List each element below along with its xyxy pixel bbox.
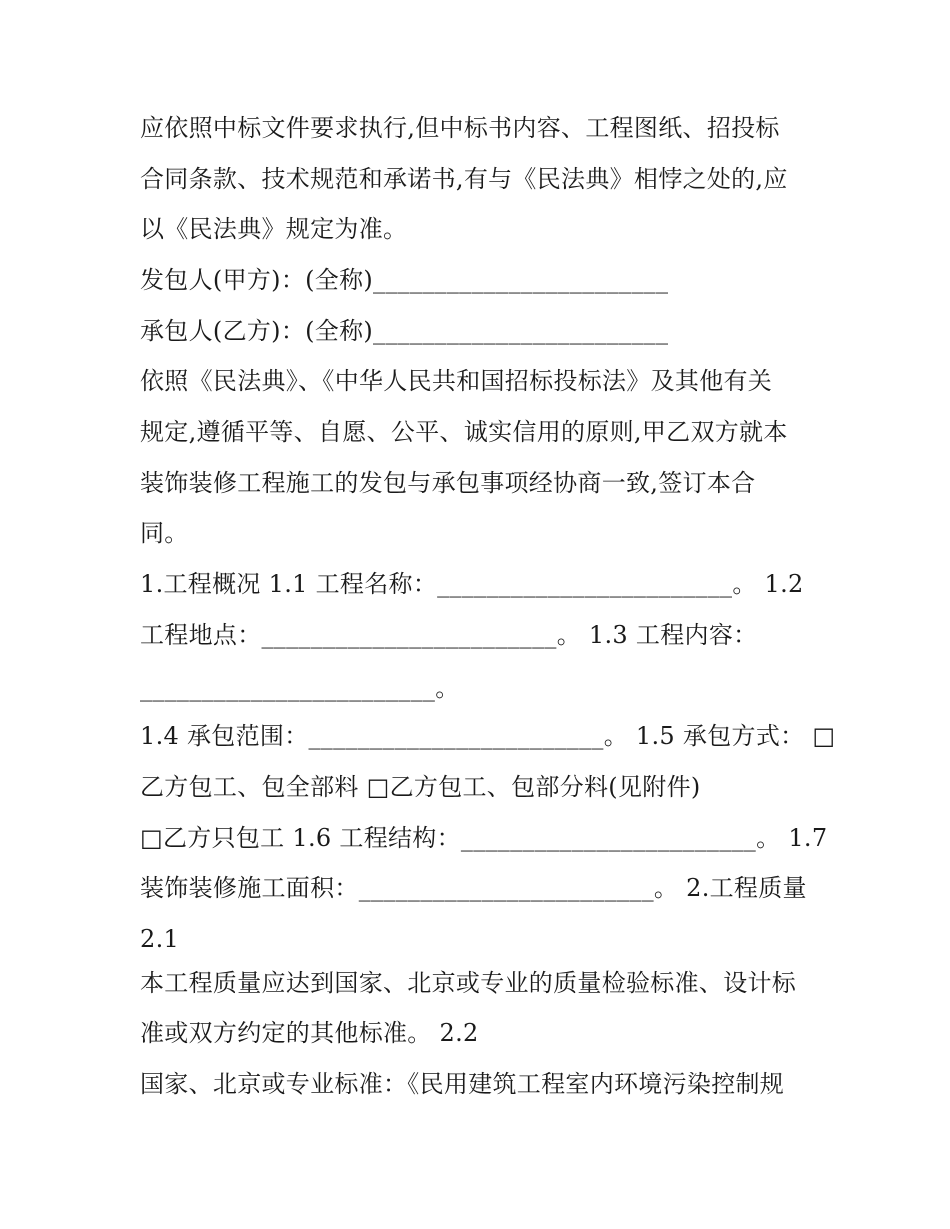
text-line-7: 规定,遵循平等、自愿、公平、诚实信用的原则,甲乙双方就本: [140, 418, 788, 446]
construction-area-line: 装饰装修施工面积：________________________。 2.工程质量: [140, 874, 807, 902]
quality-standard-line-2: 准或双方约定的其他标准。 2.2: [140, 1019, 479, 1047]
employer-line: 发包人(甲方)：(全称)________________________: [140, 266, 669, 294]
project-content-blank: ________________________。: [140, 674, 460, 702]
project-overview-line: 1.工程概况 1.1 工程名称：________________________。 1.2: [140, 570, 804, 598]
project-structure-line: □乙方只包工 1.6 工程结构：________________________。 1.7: [140, 824, 828, 852]
text-line-2: 合同条款、技术规范和承诺书,有与《民法典》相悖之处的,应: [140, 165, 788, 193]
section-2-1-number: 2.1: [140, 925, 180, 953]
text-line-1: 应依照中标文件要求执行,但中标书内容、工程图纸、招投标: [140, 114, 780, 142]
text-line-3: 以《民法典》规定为准。: [140, 215, 408, 243]
quality-standard-line-1: 本工程质量应达到国家、北京或专业的质量检验标准、设计标: [140, 969, 797, 997]
text-line-8: 装饰装修工程施工的发包与承包事项经协商一致,签订本合: [140, 469, 756, 497]
project-location-line: 工程地点：________________________。 1.3 工程内容：: [140, 621, 758, 649]
contract-scope-line: 1.4 承包范围：________________________。 1.5 承包方式： □: [140, 722, 836, 750]
text-line-6: 依照《民法典》、《中华人民共和国招标投标法》及其他有关: [140, 367, 773, 395]
text-line-9: 同。: [140, 519, 189, 547]
national-standard-line: 国家、北京或专业标准：《民用建筑工程室内环境污染控制规: [140, 1070, 785, 1098]
contract-method-options: 乙方包工、包全部料 □乙方包工、包部分料(见附件): [140, 773, 701, 801]
contractor-line: 承包人(乙方)：(全称)________________________: [140, 317, 669, 345]
